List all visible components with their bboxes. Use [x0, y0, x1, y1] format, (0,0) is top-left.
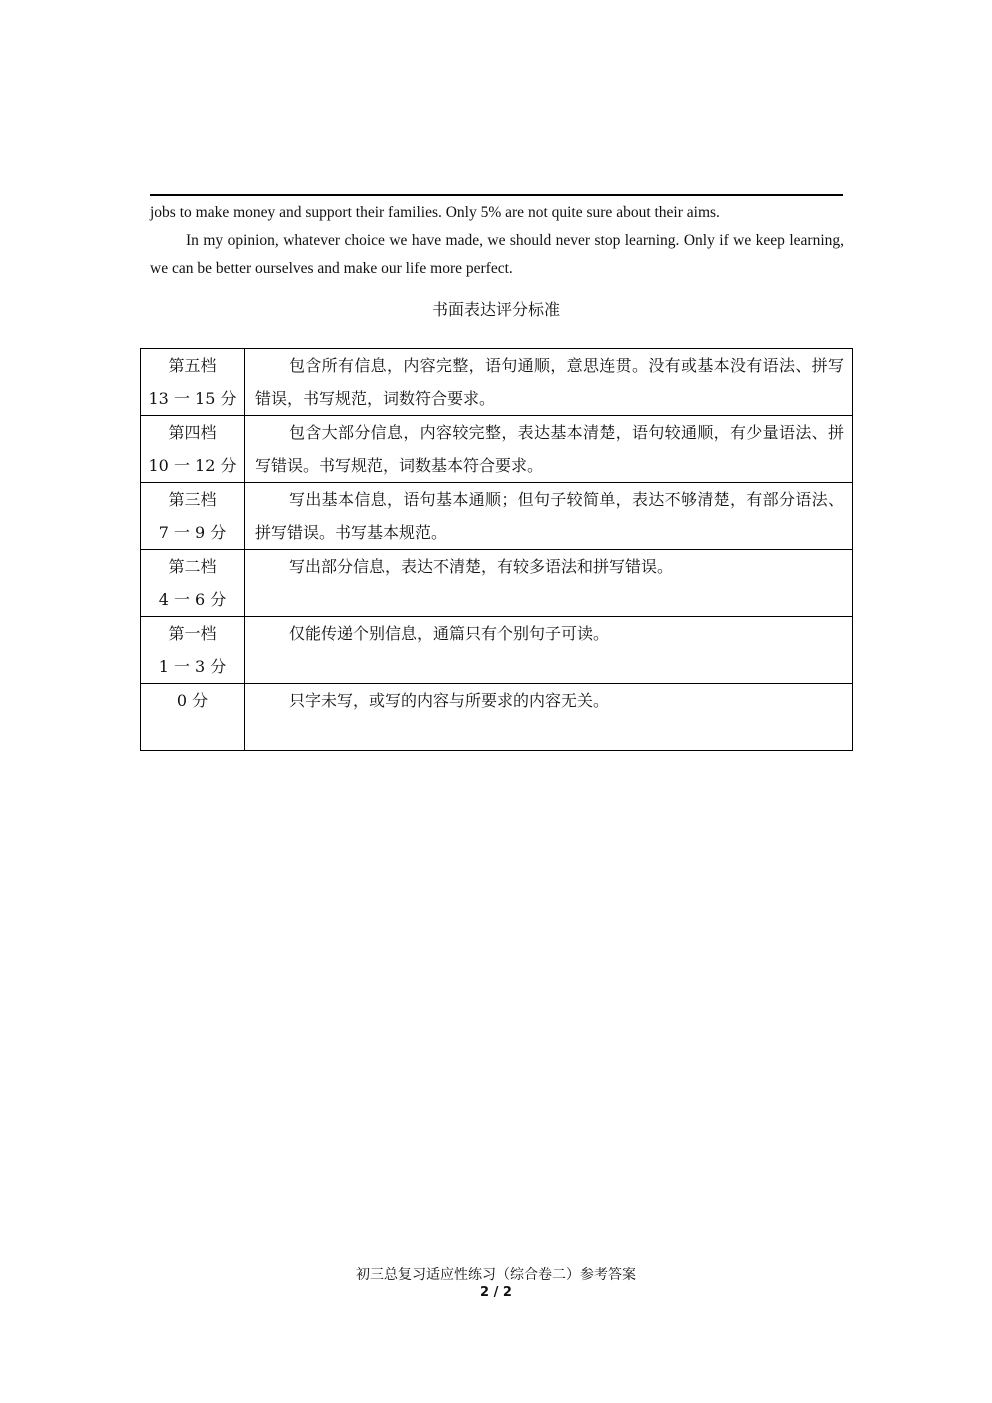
level-score: 1 一 3 分 — [158, 657, 227, 676]
level-cell — [141, 684, 245, 751]
table-row — [141, 550, 853, 617]
level-description: 写出部分信息，表达不清楚，有较多语法和拼写错误。 — [289, 557, 674, 576]
description-cell — [245, 550, 853, 617]
level-score: 4 一 6 分 — [158, 590, 227, 609]
table-row — [141, 684, 853, 751]
level-label: 第三档 — [168, 490, 217, 509]
essay-paragraph-1: jobs to make money and support their families. Only 5% are not quite sure about their aims. — [150, 204, 720, 221]
level-score: 10 一 12 分 — [148, 456, 237, 475]
level-description: 写出基本信息，语句基本通顺；但句子较简单，表达不够清楚，有部分语法、拼写错误。书写基本规范。 — [255, 490, 844, 542]
level-label: 第四档 — [168, 423, 217, 442]
level-score: 7 一 9 分 — [158, 523, 227, 542]
description-cell — [245, 617, 853, 684]
table-row — [141, 483, 853, 550]
page-number: 2 / 2 — [480, 1285, 512, 1300]
level-cell — [141, 550, 245, 617]
level-description: 包含大部分信息，内容较完整，表达基本清楚，语句较通顺，有少量语法、拼写错误。书写规范，词数基本符合要求。 — [255, 423, 844, 475]
level-label: 第二档 — [168, 557, 217, 576]
description-cell — [245, 416, 853, 483]
footer-title: 初三总复习适应性练习（综合卷二）参考答案 — [356, 1267, 636, 1283]
description-cell — [245, 684, 853, 751]
level-label: 第一档 — [168, 624, 217, 643]
rubric-title: 书面表达评分标准 — [431, 300, 560, 319]
table-row — [141, 617, 853, 684]
level-label: 第五档 — [168, 356, 217, 375]
level-description: 仅能传递个别信息，通篇只有个别句子可读。 — [289, 624, 610, 643]
description-cell — [245, 349, 853, 416]
essay-paragraph-2: In my opinion, whatever choice we have made, we should never stop learning. Only if we keep learning, we can be better ourselves and make our life more perfect. — [150, 232, 844, 277]
level-description: 只字未写，或写的内容与所要求的内容无关。 — [289, 691, 610, 710]
header-rule — [150, 194, 843, 196]
table-row — [141, 416, 853, 483]
level-score: 13 一 15 分 — [148, 389, 237, 408]
level-cell — [141, 483, 245, 550]
rubric-table — [140, 348, 853, 751]
table-row — [141, 349, 853, 416]
level-cell — [141, 617, 245, 684]
description-cell — [245, 483, 853, 550]
level-cell — [141, 416, 245, 483]
level-description: 包含所有信息，内容完整，语句通顺，意思连贯。没有或基本没有语法、拼写错误，书写规范，词数符合要求。 — [255, 356, 844, 408]
level-cell — [141, 349, 245, 416]
level-label: 0 分 — [176, 691, 209, 710]
